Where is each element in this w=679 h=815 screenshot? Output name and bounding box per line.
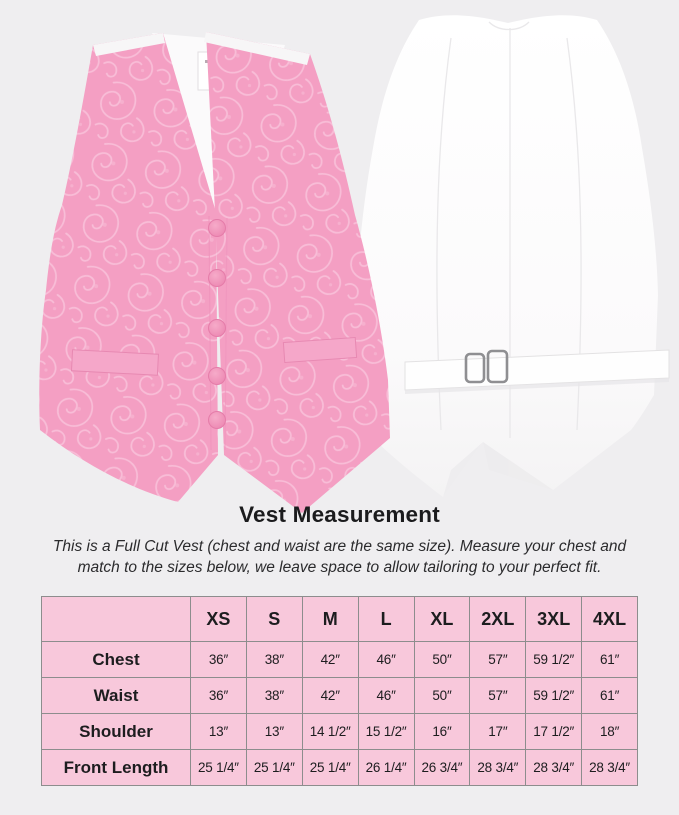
table-row-shoulder (42, 714, 638, 750)
size-col-header: S (246, 597, 302, 642)
size-cell: 25 1/4″ (246, 750, 302, 786)
size-cell: 28 3/4″ (526, 750, 582, 786)
size-cell: 38″ (246, 642, 302, 678)
size-cell: 16″ (414, 714, 470, 750)
size-col-header: XL (414, 597, 470, 642)
size-cell: 26 3/4″ (414, 750, 470, 786)
size-row-label: Front Length (42, 750, 191, 786)
size-col-header: 2XL (470, 597, 526, 642)
pink-paisley-vest-front-image (0, 0, 400, 516)
size-cell: 25 1/4″ (191, 750, 247, 786)
size-cell: 28 3/4″ (582, 750, 638, 786)
size-table-corner (42, 597, 191, 642)
size-cell: 36″ (191, 678, 247, 714)
size-col-header: XS (191, 597, 247, 642)
size-col-header: L (358, 597, 414, 642)
size-cell: 17 1/2″ (526, 714, 582, 750)
size-cell: 42″ (302, 678, 358, 714)
measurement-section (0, 502, 679, 578)
vest-back-body (357, 15, 658, 497)
size-cell: 46″ (358, 678, 414, 714)
size-col-header: 3XL (526, 597, 582, 642)
size-cell: 15 1/2″ (358, 714, 414, 750)
size-cell: 14 1/2″ (302, 714, 358, 750)
size-cell: 17″ (470, 714, 526, 750)
table-row-front-length (42, 750, 638, 786)
table-row-waist (42, 678, 638, 714)
size-row-label: Waist (42, 678, 191, 714)
size-cell: 50″ (414, 678, 470, 714)
vest-right-panel (206, 32, 390, 513)
size-cell: 61″ (582, 642, 638, 678)
size-cell: 38″ (246, 678, 302, 714)
size-cell: 26 1/4″ (358, 750, 414, 786)
size-cell: 61″ (582, 678, 638, 714)
size-cell: 42″ (302, 642, 358, 678)
size-table-container (41, 596, 638, 786)
section-title: Vest Measurement (239, 502, 440, 527)
size-cell: 13″ (246, 714, 302, 750)
size-cell: 25 1/4″ (302, 750, 358, 786)
size-table-header-row (42, 597, 638, 642)
size-cell: 59 1/2″ (526, 678, 582, 714)
size-row-label: Shoulder (42, 714, 191, 750)
size-cell: 13″ (191, 714, 247, 750)
size-cell: 59 1/2″ (526, 642, 582, 678)
size-col-header: M (302, 597, 358, 642)
size-cell: 57″ (470, 642, 526, 678)
table-row-chest (42, 642, 638, 678)
size-table (41, 596, 638, 786)
size-row-label: Chest (42, 642, 191, 678)
size-cell: 28 3/4″ (470, 750, 526, 786)
size-col-header: 4XL (582, 597, 638, 642)
size-cell: 36″ (191, 642, 247, 678)
size-cell: 46″ (358, 642, 414, 678)
size-cell: 50″ (414, 642, 470, 678)
size-cell: 57″ (470, 678, 526, 714)
section-description: This is a Full Cut Vest (chest and waist are the same size). Measure your chest and match to the sizes below, we leave space to allow tailoring to your perfect fit. (52, 538, 627, 576)
size-cell: 18″ (582, 714, 638, 750)
